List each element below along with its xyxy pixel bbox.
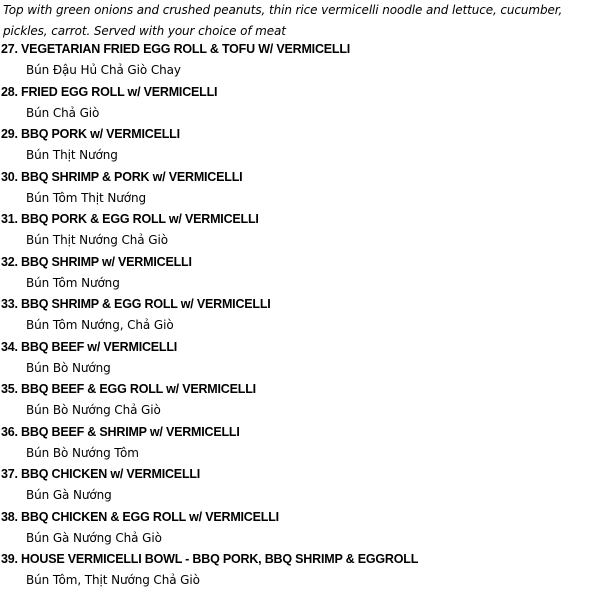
menu-item-vietnamese-name: Bún Tôm, Thịt Nướng Chả Giò bbox=[26, 573, 200, 587]
menu-item-vietnamese-name: Bún Chả Giò bbox=[26, 105, 100, 120]
menu-item bbox=[0, 169, 604, 212]
menu-item-vietnamese-name: Bún Đậu Hủ Chả Giò Chay bbox=[26, 63, 181, 77]
menu-item-vietnamese-name: Bún Tôm Nướng bbox=[26, 275, 120, 290]
menu-item bbox=[0, 254, 604, 297]
menu-item bbox=[0, 509, 604, 552]
menu-item-vietnamese-name: Bún Tôm Nướng, Chả Giò bbox=[26, 318, 174, 332]
menu-item-vietnamese-name: Bún Tôm Thịt Nướng bbox=[26, 190, 146, 205]
menu-item bbox=[0, 296, 604, 339]
menu-item-title: 39. HOUSE VERMICELLI BOWL - BBQ PORK, BBQ SHRIMP & EGGROLL bbox=[1, 552, 419, 566]
menu-item bbox=[0, 126, 604, 169]
menu-item-vietnamese-name: Bún Thịt Nướng Chả Giò bbox=[26, 233, 168, 247]
menu-item bbox=[0, 211, 604, 254]
menu-item-vietnamese-name: Bún Bò Nướng bbox=[26, 360, 111, 375]
section-description bbox=[3, 0, 601, 42]
menu-item-vietnamese-name: Bún Gà Nướng bbox=[26, 488, 112, 502]
description-line-2: pickles, carrot. Served with your choice of meat bbox=[3, 24, 286, 38]
menu-item-title: 35. BBQ BEEF & EGG ROLL w/ VERMICELLI bbox=[1, 382, 256, 396]
menu-item bbox=[0, 466, 604, 509]
menu-item-title: 33. BBQ SHRIMP & EGG ROLL w/ VERMICELLI bbox=[1, 297, 271, 311]
menu-item-vietnamese-name: Bún Thịt Nướng bbox=[26, 148, 118, 162]
menu-item bbox=[0, 551, 604, 594]
menu-item bbox=[0, 41, 604, 84]
menu-item bbox=[0, 424, 604, 467]
menu-item-vietnamese-name: Bún Bò Nướng Tôm bbox=[26, 445, 139, 460]
menu-item-vietnamese-name: Bún Gà Nướng Chả Giò bbox=[26, 530, 162, 545]
menu-item-title: 36. BBQ BEEF & SHRIMP w/ VERMICELLI bbox=[1, 424, 240, 439]
menu-item-title: 29. BBQ PORK w/ VERMICELLI bbox=[1, 127, 180, 141]
menu-item-vietnamese-name: Bún Bò Nướng Chả Giò bbox=[26, 403, 161, 417]
menu-item bbox=[0, 339, 604, 382]
menu-item-title: 30. BBQ SHRIMP & PORK w/ VERMICELLI bbox=[1, 169, 243, 184]
menu-item-title: 37. BBQ CHICKEN w/ VERMICELLI bbox=[1, 467, 201, 481]
menu-item-title: 38. BBQ CHICKEN & EGG ROLL w/ VERMICELLI bbox=[1, 509, 279, 524]
menu-item-title: 32. BBQ SHRIMP w/ VERMICELLI bbox=[1, 254, 192, 269]
menu-item bbox=[0, 84, 604, 127]
menu-item-title: 31. BBQ PORK & EGG ROLL w/ VERMICELLI bbox=[1, 212, 259, 226]
menu-item-title: 28. FRIED EGG ROLL w/ VERMICELLI bbox=[1, 84, 218, 99]
description-line-1: Top with green onions and crushed peanuts, thin rice vermicelli noodle and lettuce, cucumber, bbox=[3, 3, 563, 17]
menu-item bbox=[0, 381, 604, 424]
menu-item-title: 34. BBQ BEEF w/ VERMICELLI bbox=[1, 339, 178, 354]
menu-item-title: 27. VEGETARIAN FRIED EGG ROLL & TOFU W/ VERMICELLI bbox=[1, 42, 351, 56]
menu-item-list bbox=[0, 41, 604, 594]
